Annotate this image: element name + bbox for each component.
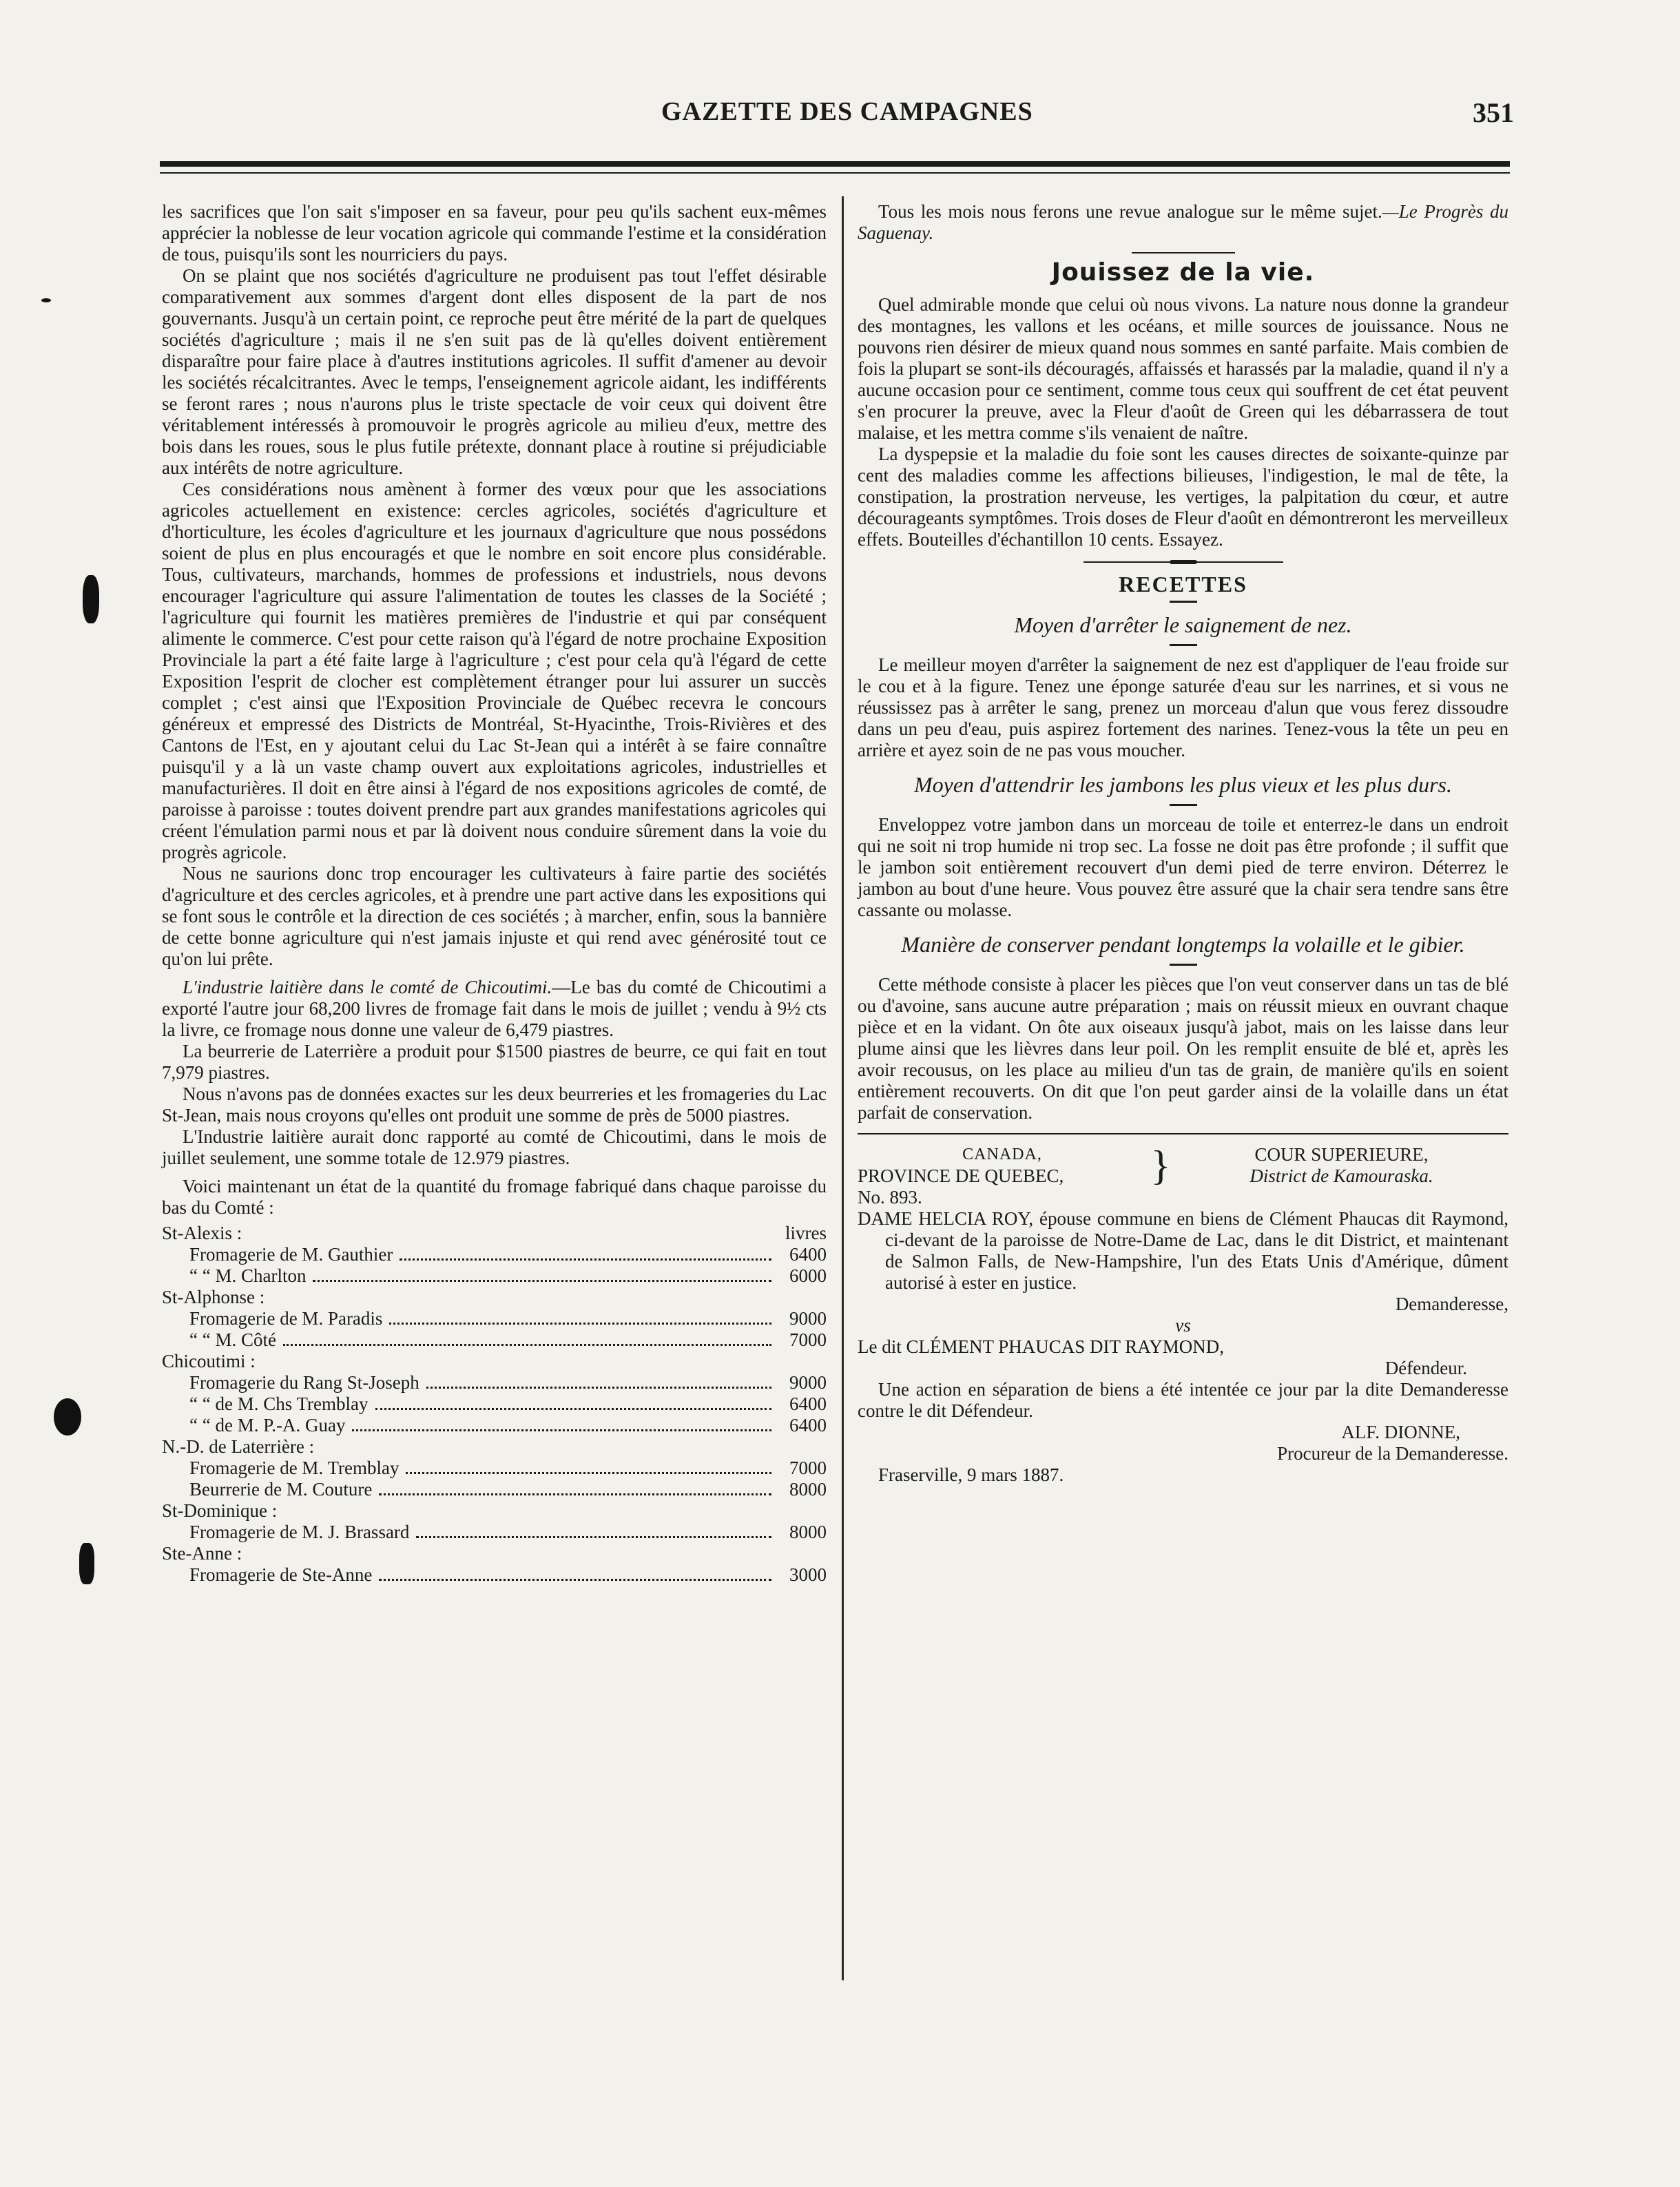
- producer-name: Fromagerie de M. Paradis: [189, 1308, 383, 1329]
- quantity-value: 7000: [789, 1329, 827, 1350]
- article-paragraph: Nous n'avons pas de données exactes sur les deux beurreries et les fromageries du Lac St-Jean, mais nous croyons qu'elles ont produit une somme de près de 5000 piastres.: [162, 1084, 827, 1126]
- table-row: [162, 1564, 827, 1586]
- short-dash: [1170, 644, 1197, 646]
- table-row: [162, 1522, 827, 1543]
- legal-notice: [858, 1144, 1508, 1486]
- parish-name: St-Dominique :: [162, 1500, 278, 1521]
- case-number: No. 893.: [858, 1187, 922, 1207]
- article-paragraph: Nous ne saurions donc trop encourager les cultivateurs à faire partie des sociétés d'agriculture et des cercles agricoles, et à prendre une part active dans les expositions qui se font sous le contrôle et la direction de ces sociétés ; à marcher, enfin, sous la bannière de cette bonne agriculture qui n'est jamais injuste et qui rend avec générosité tout ce qu'on lui prête.: [162, 863, 827, 969]
- table-row: [162, 1329, 827, 1351]
- margin-blot: [41, 298, 51, 302]
- quantity-value: 8000: [789, 1522, 827, 1542]
- table-row: [162, 1372, 827, 1393]
- page-number: 351: [1473, 97, 1514, 128]
- short-dash: [1170, 601, 1197, 603]
- parish-name: Chicoutimi :: [162, 1351, 256, 1371]
- plaintiff-role: Demanderesse,: [1395, 1294, 1508, 1314]
- right-column: [858, 201, 1508, 1486]
- quantity-value: 7000: [789, 1458, 827, 1478]
- table-row: [162, 1393, 827, 1415]
- signer-name: ALF. DIONNE,: [1341, 1422, 1460, 1442]
- short-rule: [1132, 252, 1235, 253]
- quantity-value: 6400: [789, 1393, 827, 1414]
- header-rule-thin: [160, 172, 1510, 174]
- article-paragraph: L'Industrie laitière aurait donc rapporté au comté de Chicoutimi, dans le mois de juillet seulement, une somme totale de 12.979 piastres.: [162, 1126, 827, 1168]
- brace-glyph: }: [1150, 1143, 1171, 1188]
- closing-text: Tous les mois nous ferons une revue analogue sur le même sujet.: [878, 201, 1382, 222]
- province-label: PROVINCE DE QUEBEC,: [858, 1165, 1064, 1186]
- table-row: [162, 1500, 827, 1522]
- country-label: CANADA,: [962, 1146, 1042, 1163]
- margin-blot: [54, 1398, 81, 1435]
- producer-name: “ “ de M. Chs Tremblay: [189, 1393, 369, 1414]
- district-label: District de Kamouraska.: [1249, 1165, 1433, 1186]
- defendant-role: Défendeur.: [1385, 1358, 1467, 1378]
- margin-blot: [83, 575, 99, 623]
- plaintiff-text: DAME HELCIA ROY, épouse commune en biens de Clément Phaucas dit Raymond, ci-devant de la paroisse de Notre-Dame de Lac, dans le dit District, et maintenant de Salmon Falls, de New-Hampshire, l'un des Etats Unis d'Amérique, dûment autorisé à ester en justice.: [858, 1208, 1508, 1293]
- quantity-value: 3000: [789, 1564, 827, 1585]
- table-row: [162, 1308, 827, 1329]
- article-paragraph: Quel admirable monde que celui où nous vivons. La nature nous donne la grandeur des montagnes, les vallons et les océans, et mille sources de jouissance. Nous ne pouvons rien désirer de mieux quand nous sommes en santé parfaite. Mais combien de fois la plupart se sont-ils découragés, affaissés et harassés par la maladie, quand il n'y a aucune occasion pour ce sentiment, comme tous ceux qui souffrent de cet état peuvent s'en procurer la preuve, avec la Fleur d'août de Green qui les débarrassera de tout malaise, et les mettra comme s'ils venaient de naître.: [858, 294, 1508, 443]
- dairy-paragraph: [162, 977, 827, 1041]
- margin-blot: [79, 1543, 94, 1584]
- recipe-title: Moyen d'arrêter le saignement de nez.: [1014, 612, 1352, 637]
- producer-name: “ “ M. Charlton: [189, 1265, 307, 1286]
- legal-rule: [858, 1133, 1508, 1134]
- parish-name: St-Alexis :: [162, 1223, 242, 1243]
- left-column: [162, 201, 827, 1586]
- dairy-heading: L'industrie laitière dans le comté de Chicoutimi.: [183, 977, 552, 997]
- producer-name: Fromagerie de Ste-Anne: [189, 1564, 373, 1585]
- parish-name: Ste-Anne :: [162, 1543, 242, 1564]
- producer-name: Fromagerie de M. J. Brassard: [189, 1522, 410, 1542]
- article-paragraph: les sacrifices que l'on sait s'imposer en sa faveur, pour peu qu'ils sachent eux-mêmes apprécier la noblesse de leur vocation agricole qui commande l'estime et la considération de tous, puisqu'ils sont les nourriciers du pays.: [162, 201, 827, 265]
- table-row: [162, 1244, 827, 1265]
- parish-name: N.-D. de Laterrière :: [162, 1436, 315, 1457]
- article-paragraph: Ces considérations nous amènent à former des vœux pour que les associations agricoles actuellement en existence: cercles agricoles, sociétés d'agriculture et d'horticulture, les écoles d'agriculture et les journaux d'agriculture que nous possédons soient de plus en plus encouragés et que le nombre en soit encore plus considérable. Tous, cultivateurs, marchands, hommes de professions et industriels, nous devons encourager l'agriculture qui assure l'alimentation de toutes les classes de la Société ; l'agriculture qui fournit les matières premières de l'industrie et qui par conséquent alimente le commerce. C'est pour cette raison qu'à l'égard de notre prochaine Exposition Provinciale la part a été faite large à l'agriculture ; c'est pour cela qu'à l'égard de cette Exposition l'esprit de clocher est complètement étranger pour lui assurer un succès complet ; c'est ainsi que l'Exposition Provinciale de Québec recevra le concours généreux et empressé des Districts de Montréal, St-Hyacinthe, Trois-Rivières et des Cantons de l'Est, en y ajoutant celui du Lac St-Jean qui a intérêt à se faire connaître puisqu'il y a là un vaste champ ouvert aux exploitations agricoles, industrielles et manufacturières. Il doit en être ainsi à l'égard de nos expositions agricoles de comté, de paroisse à paroisse : toutes doivent prendre part aux grandes manifestations agricoles qui créent l'émulation parmi nous et par là doivent nous conduire sûrement dans la voie du progrès agricole.: [162, 479, 827, 862]
- column-divider: [842, 196, 844, 1980]
- table-row: [162, 1479, 827, 1500]
- recipe-title: Manière de conserver pendant longtemps la volaille et le gibier.: [901, 932, 1465, 957]
- section-title-jouissez: Jouissez de la vie.: [1051, 258, 1315, 287]
- producer-name: “ “ M. Côté: [189, 1329, 276, 1350]
- table-row: [162, 1543, 827, 1564]
- producer-name: Fromagerie de M. Tremblay: [189, 1458, 400, 1478]
- table-row: [162, 1415, 827, 1436]
- defendant-name: Le dit CLÉMENT PHAUCAS DIT RAYMOND,: [858, 1336, 1225, 1357]
- quantity-value: 9000: [789, 1372, 827, 1393]
- dairy-text: —Le bas du comté de Chicoutimi a exporté l'autre jour 68,200 livres de fromage fait dans le mois de juillet ; vendu à 9½ cts la livre, ce fromage nous donne une valeur de 6,479 piastres.: [162, 977, 827, 1040]
- table-unit-header: livres: [785, 1223, 827, 1243]
- article-paragraph: [858, 201, 1508, 244]
- table-row: [162, 1351, 827, 1372]
- table-row: [162, 1265, 827, 1287]
- signer-title: Procureur de la Demanderesse.: [1277, 1443, 1508, 1464]
- producer-name: Beurrerie de M. Couture: [189, 1479, 373, 1500]
- table-row: [162, 1223, 827, 1244]
- versus-label: vs: [1175, 1315, 1191, 1336]
- article-paragraph: On se plaint que nos sociétés d'agriculture ne produisent pas tout l'effet désirable comparativement aux sommes d'argent dont elles disposent de la part de nos gouvernants. Jusqu'à un certain point, ce reproche peut être mérité de la part de quelques sociétés d'agriculture ; mais il ne s'en suit pas de là qu'elles doivent entièrement disparaître pour faire place à d'autres institutions agricoles. Il suffit d'amener au devoir les sociétés récalcitrantes. Avec le temps, l'enseignement agricole aidant, les indifférents se feront rares ; nous n'aurons plus le triste spectacle de voir ceux qui doivent être véritablement intéressés à promouvoir le progrès agricole au milieu d'eux, mettre des bois dans les roues, sous le plus futile prétexte, donnant place à routine si préjudiciable aux intérêts de notre agriculture.: [162, 265, 827, 478]
- ornamental-rule: [1083, 560, 1283, 564]
- notice-date: Fraserville, 9 mars 1887.: [878, 1464, 1064, 1485]
- quantity-value: 6400: [789, 1244, 827, 1265]
- quantity-value: 8000: [789, 1479, 827, 1500]
- recipe-text: Cette méthode consiste à placer les pièces que l'on veut conserver dans un tas de blé ou d'avoine, sans aucune autre préparation ; mais on réussit mieux en ouvrant chaque pièce et en la vidant. On ôte aux oiseaux jusqu'à jabot, mais on les laisse dans leur plume ainsi que les lièvres dans leur poil. On les remplit ensuite de blé et, après les avoir recousus, on les place au milieu d'un tas de grain, de manière qu'ils en soient entièrement recouverts. On dit que l'on peut garder ainsi de la volaille dans un état parfait de conservation.: [858, 974, 1508, 1123]
- quantity-value: 6000: [789, 1265, 827, 1286]
- short-dash: [1170, 804, 1197, 806]
- table-row: [162, 1287, 827, 1308]
- table-row: [162, 1436, 827, 1458]
- court-label: COUR SUPERIEURE,: [1254, 1144, 1429, 1165]
- quantity-value: 6400: [789, 1415, 827, 1435]
- producer-name: Fromagerie de M. Gauthier: [189, 1244, 393, 1265]
- cheese-production-table: [162, 1223, 827, 1586]
- section-title-recettes: RECETTES: [1119, 572, 1247, 597]
- recipe-text: Enveloppez votre jambon dans un morceau de toile et enterrez-le dans un endroit qui ne soit ni trop humide ni trop sec. La fosse ne doit pas être profonde ; il suffit que le jambon soit entièrement recouvert d'un demi pied de terre environ. Déterrez le jambon au bout d'une heure. Vous pouvez être assuré que la chair sera tendre sans être cassante ou molasse.: [858, 814, 1508, 920]
- article-paragraph: Voici maintenant un état de la quantité du fromage fabriqué dans chaque paroisse du bas du Comté :: [162, 1176, 827, 1218]
- action-text: Une action en séparation de biens a été intentée ce jour par la dite Demanderesse contre le dit Défendeur.: [858, 1379, 1508, 1421]
- parish-name: St-Alphonse :: [162, 1287, 265, 1307]
- producer-name: Fromagerie du Rang St-Joseph: [189, 1372, 419, 1393]
- recipe-title: Moyen d'attendrir les jambons les plus vieux et les plus durs.: [914, 772, 1452, 797]
- quantity-value: 9000: [789, 1308, 827, 1329]
- header-rule-thick: [160, 161, 1510, 167]
- recipe-text: Le meilleur moyen d'arrêter la saignement de nez est d'appliquer de l'eau froide sur le cou et à la figure. Tenez une éponge saturée d'eau sur les narrines, et si vous ne réussissez pas à arrêter le sang, prenez un morceau d'alun que vous ferez dissoudre dans un peu d'eau, puis aspirez fortement des narines. Tenez-vous la tête un peu en arrière et ayez soin de ne pas vous moucher.: [858, 654, 1508, 760]
- legal-header: [858, 1144, 1508, 1187]
- short-dash: [1170, 964, 1197, 966]
- article-paragraph: La beurrerie de Laterrière a produit pour $1500 piastres de beurre, ce qui fait en tout 7,979 piastres.: [162, 1041, 827, 1083]
- source-credit: —Le Progrès du Saguenay.: [858, 201, 1508, 243]
- producer-name: “ “ de M. P.-A. Guay: [189, 1415, 346, 1435]
- running-header-title: GAZETTE DES CAMPAGNES: [661, 97, 1033, 126]
- article-paragraph: La dyspepsie et la maladie du foie sont les causes directes de soixante-quinze par cent des maladies comme les affections bilieuses, l'indigestion, le mal de tête, la constipation, la prostration nerveuse, les vertiges, la palpitation du cœur, et autre décourageants symptômes. Trois doses de Fleur d'août en démontreront les merveilleux effets. Bouteilles d'échantillon 10 cents. Essayez.: [858, 444, 1508, 550]
- table-row: [162, 1458, 827, 1479]
